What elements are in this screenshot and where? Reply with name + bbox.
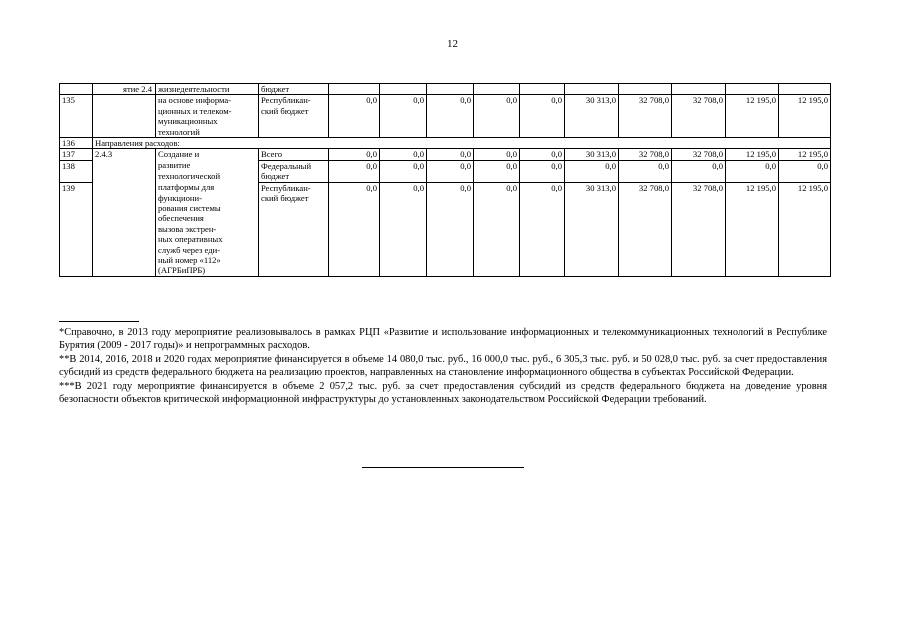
table-row-136 (60, 138, 831, 149)
value-cell: 12 195,0 (726, 182, 779, 276)
funding-source-cell (259, 149, 329, 160)
value-cell: 32 708,0 (672, 95, 726, 138)
value-cell: 32 708,0 (672, 182, 726, 276)
value-cell: 0,0 (474, 149, 520, 160)
activity-code-cell (93, 95, 156, 138)
source-line: Всего (261, 149, 283, 160)
value-cell: 0,0 (726, 160, 779, 182)
row-number-cell: 139 (60, 182, 93, 276)
name-line: вызова экстрен- (158, 223, 217, 234)
activity-code-cell: ятие 2.4 (93, 84, 156, 95)
section-label-cell: Направления расходов: (93, 138, 831, 149)
name-line: жизнедеятельности (158, 84, 230, 94)
value-cell: 0,0 (329, 160, 380, 182)
footnote-separator (59, 321, 139, 322)
page-number: 12 (447, 38, 458, 50)
footnote-2: **В 2014, 2016, 2018 и 2020 годах мероприятие финансируется в объеме 14 080,0 тыс. руб., 16 000,0 тыс. руб., 6 305,3 тыс. руб. и 50 028,0 тыс. руб. за счет предоставления субсидий из средств федерального бюджета на реализацию проектов, направленных на становление информационного общества в субъектах Российской Федерации. (59, 353, 827, 379)
activity-code-cell: 2.4.3 (93, 149, 156, 276)
value-cell: 12 195,0 (726, 95, 779, 138)
name-line: технологической (158, 170, 221, 181)
footnotes (59, 326, 827, 406)
value-cell: 0,0 (520, 182, 565, 276)
value-cell: 0,0 (329, 95, 380, 138)
value-cell: 32 708,0 (619, 95, 672, 138)
value-cell: 0,0 (474, 95, 520, 138)
name-line: (АГРБиПРБ) (158, 265, 206, 276)
name-line: муникационных (158, 116, 218, 127)
value-cell: 0,0 (427, 95, 474, 138)
footnote-3: ***В 2021 году мероприятие финансируется в объеме 2 057,2 тыс. руб. за счет предоставления субсидий из средств федерального бюджета на доведение уровня безопасности объектов критической информационной инфраструктуры до установленных законодательством Российской Федерации требований. (59, 380, 827, 406)
value-cell: 12 195,0 (779, 149, 831, 160)
source-line: Федеральный (261, 160, 312, 171)
activity-name-cell (156, 160, 259, 182)
value-cell: 0,0 (380, 160, 427, 182)
value-cell: 12 195,0 (726, 149, 779, 160)
row-number-cell (60, 84, 93, 95)
funding-source-cell (259, 84, 329, 95)
value-cell: 32 708,0 (672, 149, 726, 160)
name-line: ный номер «112» (158, 255, 221, 265)
name-line: на основе информа- (158, 95, 232, 106)
table-row-138 (60, 160, 831, 182)
table-row-137 (60, 149, 831, 160)
activity-name-cell (156, 95, 259, 138)
value-cell: 12 195,0 (779, 182, 831, 276)
value-cell: 0,0 (329, 149, 380, 160)
footnote-1: *Справочно, в 2013 году мероприятие реализовывалось в рамках РЦП «Развитие и использование информационных и телекоммуникационных технологий в Республике Бурятия (2009 - 2017 годы)» и непрограммных расходов. (59, 327, 827, 352)
funding-source-cell (259, 95, 329, 138)
value-cell: 0,0 (380, 95, 427, 138)
name-line: платформы для (158, 182, 215, 193)
name-line: ных оперативных (158, 234, 223, 245)
row-number-cell: 136 (60, 138, 93, 149)
table-row-135 (60, 95, 831, 138)
row-number-cell: 137 (60, 149, 93, 160)
row-number-cell: 138 (60, 160, 93, 182)
activity-name-cell (156, 84, 259, 95)
value-cell: 30 313,0 (565, 95, 619, 138)
name-line: развитие (158, 160, 191, 171)
name-line: обеспечения (158, 213, 204, 224)
row-number-cell: 135 (60, 95, 93, 138)
source-line: ский бюджет (261, 105, 309, 116)
value-cell: 0,0 (329, 182, 380, 276)
end-of-page-rule (362, 467, 524, 468)
value-cell: 32 708,0 (619, 182, 672, 276)
value-cell: 30 313,0 (565, 149, 619, 160)
value-cell: 30 313,0 (565, 182, 619, 276)
name-line: рования системы (158, 202, 221, 213)
activity-name-cell (156, 149, 259, 160)
value-cell: 0,0 (565, 160, 619, 182)
value-cell: 0,0 (474, 182, 520, 276)
table-row-continued (60, 84, 831, 95)
value-cell: 0,0 (427, 182, 474, 276)
value-cell: 0,0 (779, 160, 831, 182)
value-cell: 12 195,0 (779, 95, 831, 138)
value-cell: 0,0 (474, 160, 520, 182)
name-line: ционных и телеком- (158, 105, 232, 116)
name-line: Создание и (158, 149, 200, 160)
value-cell: 0,0 (619, 160, 672, 182)
source-line: бюджет (261, 171, 290, 182)
name-line: функциони- (158, 192, 202, 203)
value-cell: 0,0 (380, 149, 427, 160)
source-line: Республикан- (261, 182, 311, 193)
value-cell: 0,0 (672, 160, 726, 182)
value-cell: 0,0 (520, 149, 565, 160)
funding-source-cell (259, 160, 329, 182)
value-cell: 32 708,0 (619, 149, 672, 160)
value-cell: 0,0 (427, 160, 474, 182)
source-line: бюджет (261, 84, 290, 94)
budget-table (59, 83, 831, 277)
value-cell: 0,0 (520, 95, 565, 138)
name-line: служб через еди- (158, 244, 221, 255)
name-line: технологий (158, 126, 200, 137)
source-line: ский бюджет (261, 193, 309, 204)
activity-name-cell (156, 182, 259, 276)
source-line: Республикан- (261, 95, 311, 106)
funding-source-cell (259, 182, 329, 276)
table-row-139 (60, 182, 831, 276)
value-cell: 0,0 (427, 149, 474, 160)
value-cell: 0,0 (520, 160, 565, 182)
value-cell: 0,0 (380, 182, 427, 276)
